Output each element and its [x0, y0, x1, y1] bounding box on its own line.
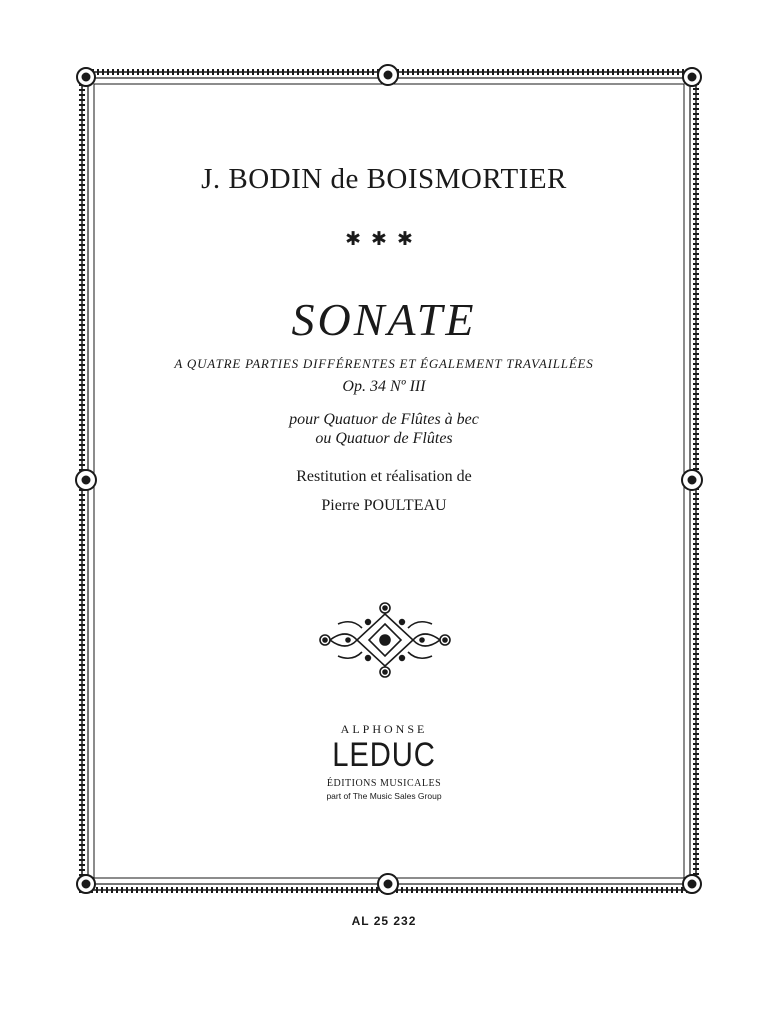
page-title: SONATE [291, 294, 477, 345]
composer-name: J. BODIN de BOISMORTIER [201, 163, 567, 195]
publisher-name: LEDUC [332, 736, 436, 774]
publisher-group: part of The Music Sales Group [326, 791, 442, 801]
catalog-number: AL 25 232 [351, 914, 417, 928]
subtitle: A QUATRE PARTIES DIFFÉRENTES ET ÉGALEMENT TRAVAILLÉES [174, 356, 594, 371]
credit-line: Restitution et réalisation de [296, 468, 472, 485]
instrumentation-line-1: pour Quatuor de Flûtes à bec [289, 411, 479, 428]
central-ornament-icon [318, 600, 452, 680]
instrumentation-line-2: ou Quatuor de Flûtes [315, 430, 453, 447]
opus-number: Op. 34 Nº III [342, 378, 426, 395]
publisher-subtitle: ÉDITIONS MUSICALES [326, 778, 442, 789]
star-ornaments: ✱✱✱ [345, 229, 423, 250]
editor-name: Pierre POULTEAU [321, 497, 447, 514]
publisher-firstname: ALPHONSE [340, 722, 428, 736]
